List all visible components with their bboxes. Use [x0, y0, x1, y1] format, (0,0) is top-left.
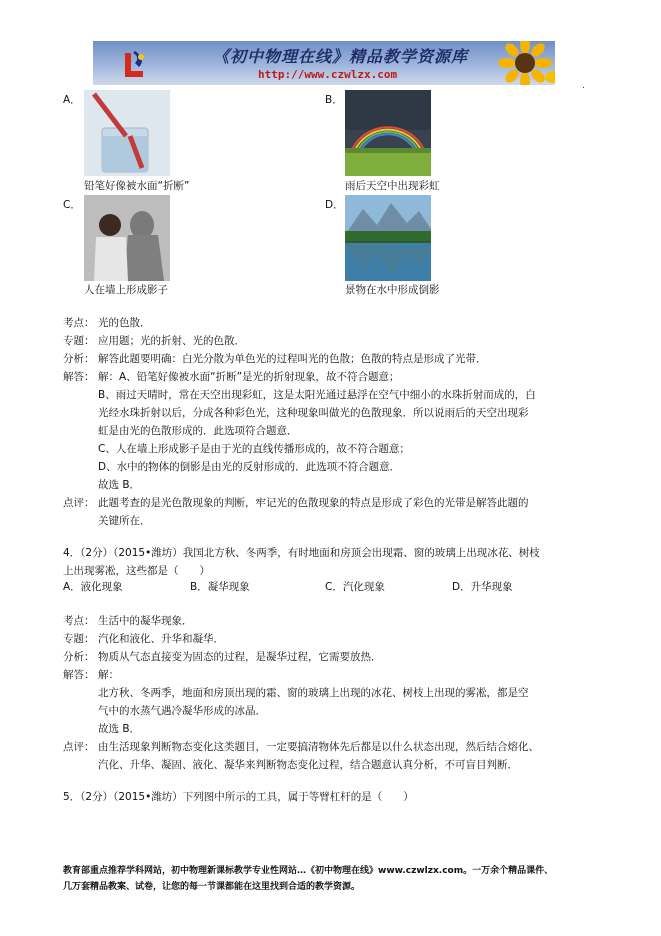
shadow-photo-icon [84, 195, 170, 281]
q5-stem: 5．（2分）（2015•潍坊）下列图中所示的工具，属于等臂杠杆的是（ ） [63, 791, 414, 803]
logo-icon [121, 49, 147, 79]
q3-answer: 故选 B． [98, 479, 141, 491]
q4-jieda-label: 解答： [63, 669, 95, 681]
option-b-caption: 雨后天空中出现彩虹 [345, 180, 440, 192]
header-dot: . [582, 81, 585, 91]
q3-fenxi: 解答此题要明确：白光分散为单色光的过程叫光的色散；色散的特点是形成了光带． [98, 353, 487, 365]
q4-stem-line: 上出现雾凇，这些都是（ ） [63, 565, 210, 577]
q4-stem-line: 4．（2分）（2015•潍坊）我国北方秋、冬两季，有时地面和房顶会出现霜、窗的玻璃上出现冰花、树枝 [63, 547, 540, 559]
option-d-letter: D． [325, 199, 344, 211]
rainbow-photo-icon [345, 90, 431, 176]
q4-jieda-line: 气中的水蒸气遇冷凝华形成的冰晶． [98, 705, 266, 717]
q4-option-c: C．汽化现象 [325, 581, 385, 593]
q3-zhuanti: 应用题；光的折射、光的色散． [98, 335, 245, 347]
reflection-photo-icon [345, 195, 431, 281]
q3-dianping-line: 关键所在． [98, 515, 151, 527]
footer-line: 几万套精品教案、试卷，让您的每一节课都能在这里找到合适的教学资源。 [63, 882, 361, 892]
q3-kaodian: 光的色散． [98, 317, 151, 329]
header-banner [93, 41, 555, 85]
pencil-in-glass-photo-icon [84, 90, 170, 176]
q4-zhuanti: 汽化和液化、升华和凝华． [98, 633, 224, 645]
q4-kaodian-label: 考点： [63, 615, 95, 627]
q3-zhuanti-label: 专题： [63, 335, 95, 347]
q3-jieda-label: 解答： [63, 371, 95, 383]
q3-dianping-label: 点评： [63, 497, 95, 509]
q4-option-d: D．升华现象 [452, 581, 513, 593]
option-a-caption: 铅笔好像被水面“折断” [84, 180, 190, 192]
q4-option-b: B．凝华现象 [190, 581, 250, 593]
footer-line: 教育部重点推荐学科网站，初中物理新课标教学专业性网站…《初中物理在线》www.czwlzx.com。一万余个精品课件、 [63, 866, 554, 876]
q3-fenxi-label: 分析： [63, 353, 95, 365]
q3-jieda-line: B、雨过天晴时，常在天空出现彩虹，这是太阳光通过悬浮在空气中细小的水珠折射而成的，白 [98, 389, 536, 401]
option-c-letter: C． [63, 199, 81, 211]
q3-jieda-line: C、人在墙上形成影子是由于光的直线传播形成的，故不符合题意； [98, 443, 410, 455]
q4-jieda-line: 解： [98, 669, 119, 681]
q4-fenxi: 物质从气态直接变为固态的过程，是凝华过程，它需要放热． [98, 651, 382, 663]
sunflower-icon [495, 41, 555, 85]
q3-dianping-line: 此题考查的是光色散现象的判断，牢记光的色散现象的特点是形成了彩色的光带是解答此题的 [98, 497, 529, 509]
option-c-caption: 人在墙上形成影子 [84, 284, 168, 296]
q4-zhuanti-label: 专题： [63, 633, 95, 645]
header-title: 《初中物理在线》精品教学资源库 [213, 47, 469, 66]
q4-dianping-line: 由生活现象判断物态变化这类题目，一定要搞清物体先后都是以什么状态出现，然后结合熔化、 [98, 741, 539, 753]
q4-jieda-line: 北方秋、冬两季，地面和房顶出现的霜、窗的玻璃上出现的冰花、树枝上出现的雾凇，都是空 [98, 687, 529, 699]
q3-jieda-line: 光经水珠折射以后，分成各种彩色光，这种现象叫做光的色散现象．所以说雨后的天空出现彩 [98, 407, 529, 419]
option-d-caption: 景物在水中形成倒影 [345, 284, 440, 296]
q4-fenxi-label: 分析： [63, 651, 95, 663]
q3-jieda-line: 解：A、铅笔好像被水面“折断”是光的折射现象，故不符合题意； [98, 371, 400, 383]
q3-jieda-line: D、水中的物体的倒影是由光的反射形成的．此选项不符合题意． [98, 461, 401, 473]
q4-option-a: A．液化现象 [63, 581, 123, 593]
option-b-letter: B． [325, 94, 343, 106]
option-a-letter: A． [63, 94, 81, 106]
header-url[interactable]: http://www.czwlzx.com [258, 68, 398, 81]
q4-kaodian: 生活中的凝华现象． [98, 615, 193, 627]
q4-dianping-line: 汽化、升华、凝固、液化、凝华来判断物态变化过程，结合题意认真分析，不可盲目判断． [98, 759, 518, 771]
q3-jieda-line: 虹是由光的色散形成的．此选项符合题意． [98, 425, 298, 437]
q4-answer: 故选 B． [98, 723, 141, 735]
q4-dianping-label: 点评： [63, 741, 95, 753]
q3-kaodian-label: 考点： [63, 317, 95, 329]
